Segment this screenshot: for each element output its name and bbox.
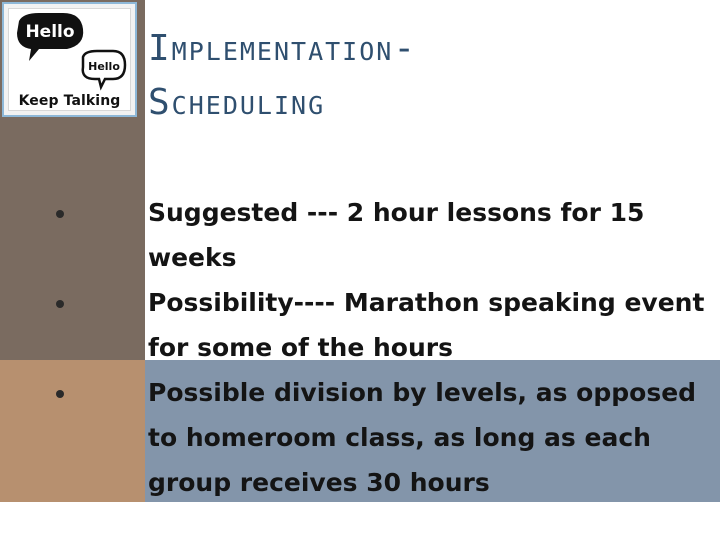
speech-bubble-small — [83, 51, 125, 87]
bullet-item-marathon — [148, 280, 708, 370]
bullet-dot-icon — [56, 210, 64, 218]
bullet-text: Possible division by levels, as opposed to homeroom class, as long as each group receives 30 hours — [148, 378, 697, 497]
bullet-dot-icon — [56, 390, 64, 398]
bullet-text: Possibility---- Marathon speaking event for some of the hours — [148, 288, 705, 362]
bullet-item-lessons — [148, 190, 708, 280]
logo-hello-small-text: Hello — [88, 60, 120, 73]
speech-bubble-large — [17, 13, 83, 61]
bullet-item-levels — [148, 370, 708, 505]
slide-title — [148, 22, 417, 130]
logo-hello-large-text: Hello — [25, 22, 75, 42]
slide-title-line-1: Implementation- — [148, 28, 418, 69]
bullet-list — [148, 190, 708, 505]
bullet-dot-icon — [56, 300, 64, 308]
slide-title-line-2: Scheduling — [148, 82, 326, 123]
logo-inner-box — [8, 8, 131, 111]
logo — [2, 2, 137, 117]
logo-caption: Keep Talking — [18, 93, 121, 109]
left-sidebar-band-bottom — [0, 360, 145, 502]
bullet-text: Suggested --- 2 hour lessons for 15 weeks — [148, 198, 645, 272]
